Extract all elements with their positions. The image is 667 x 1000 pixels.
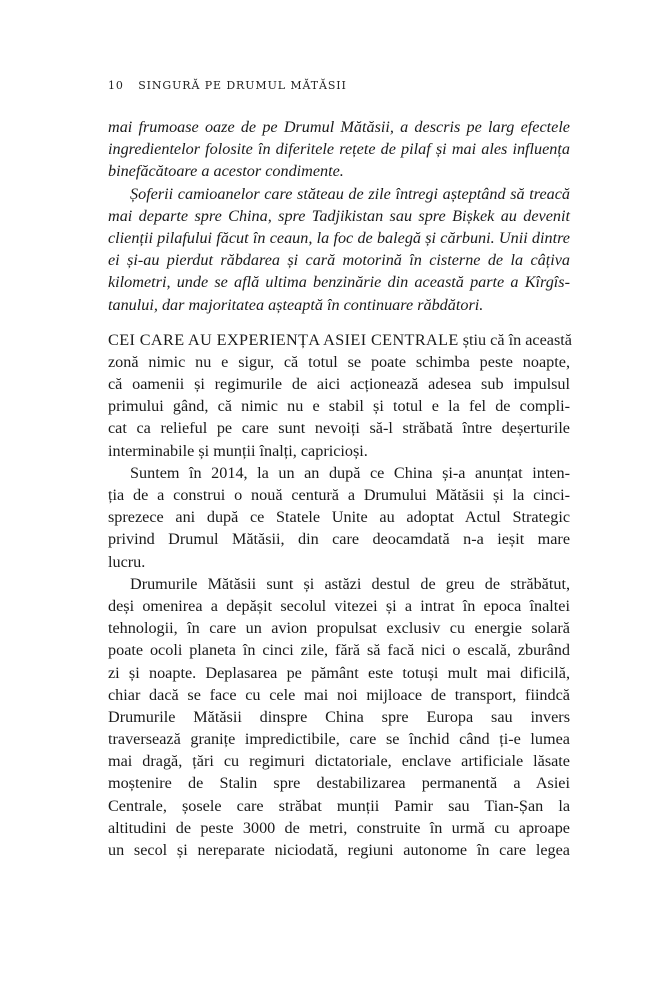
- text-line: clienții pilafului făcut în ceaun, la foc de balegă și cărbuni. Unii dintre: [108, 228, 570, 247]
- text-line: altitudini de peste 3000 de metri, construite în urmă cu aproape: [108, 818, 570, 837]
- text-line: un secol și nereparate niciodată, regiuni autonome în care legea: [108, 841, 570, 859]
- running-title: SINGURĂ PE DRUMUL MĂTĂSII: [138, 79, 347, 92]
- text-line: că oamenii și regimurile de aici acționează adesea sub impulsul: [108, 375, 570, 394]
- body-text: [108, 116, 570, 861]
- text-line: ția de a construi o nouă centură a Drumului Mătăsii și la cinci-: [108, 486, 570, 504]
- text-line: binefăcătoare a acestor condimente.: [108, 162, 344, 181]
- text-line: Centrale, șosele care străbat munții Pamir sau Tian-Șan la: [108, 796, 570, 815]
- section-lead-in: CEI CARE AU EXPERIENȚA ASIEI CENTRALE: [108, 330, 459, 349]
- text-line: mai dragă, țări cu regimuri dictatoriale, enclave artificiale lăsate: [108, 752, 570, 771]
- text-line: privind Drumul Mătăsii, din care deocamdată n-a ieșit mare: [108, 530, 570, 549]
- text-line: deși omenirea a depășit secolul vitezei și a intrat în epoca înaltei: [108, 596, 570, 615]
- text-line: ingredientelor folosite în diferitele rețete de pilaf și mai ales influența: [108, 140, 570, 159]
- text-line: ei și-au pierdut răbdarea și cară motorină în cisterne de la câțiva: [108, 251, 570, 270]
- italic-excerpt: [108, 116, 570, 316]
- paragraph: [108, 462, 570, 573]
- text-line: mai departe spre China, spre Tadjikistan sau spre Bișkek au devenit: [108, 206, 570, 225]
- running-head: [108, 79, 347, 92]
- text-line: Șoferii camioanelor care stăteau de zile întregi așteptând să treacă: [130, 184, 570, 203]
- text-line: primului gând, că nimic nu e stabil și totul e la fel de compli-: [108, 397, 570, 416]
- text-line: zonă nimic nu e sigur, că totul se poate schimba peste noapte,: [108, 352, 570, 371]
- text-line: Drumurile Mătăsii sunt și astăzi destul de greu de străbătut,: [130, 574, 570, 593]
- text-line: cat ca relieful pe care sunt nevoiți să-l străbată între deșerturile: [108, 419, 570, 438]
- text-line: [108, 329, 570, 351]
- text-line: kilometri, unde se află ultima benzinărie din această parte a Kîrgîs-: [108, 273, 570, 292]
- text-line: zi și noapte. Deplasarea pe pământ este totuși mult mai dificilă,: [108, 663, 570, 682]
- text-line: interminabile și munții înalți, capricioși.: [108, 441, 368, 460]
- text-line: tanului, dar majoritatea așteaptă în continuare răbdători.: [108, 295, 484, 314]
- text-line: Suntem în 2014, la un an după ce China și-a anunțat inten-: [130, 463, 570, 482]
- text-line: sprezece ani după ce Statele Unite au adoptat Actul Strategic: [108, 508, 570, 527]
- text-line: poate ocoli planeta în cinci zile, fără să facă nici o escală, zburând: [108, 641, 570, 660]
- page-number: 10: [108, 79, 124, 92]
- text-line: lucru.: [108, 552, 146, 571]
- text-line: Drumurile Mătăsii dinspre China spre Europa sau invers: [108, 707, 570, 726]
- paragraph: [108, 329, 570, 462]
- text-line: chiar dacă se face cu cele mai noi mijloace de transport, fiindcă: [108, 685, 570, 704]
- text-line: tehnologii, în care un avion propulsat exclusiv cu energie solară: [108, 619, 570, 638]
- text-line: traversează granițe impredictibile, care se închid când ți-e lumea: [108, 730, 570, 749]
- text-fragment: știu că în această: [458, 330, 572, 349]
- section-break: [108, 316, 570, 329]
- text-line: mai frumoase oaze de pe Drumul Mătăsii, a descris pe larg efectele: [108, 118, 570, 136]
- text-line: moștenire de Stalin spre destabilizarea permanentă a Asiei: [108, 774, 570, 793]
- paragraph: [108, 573, 570, 861]
